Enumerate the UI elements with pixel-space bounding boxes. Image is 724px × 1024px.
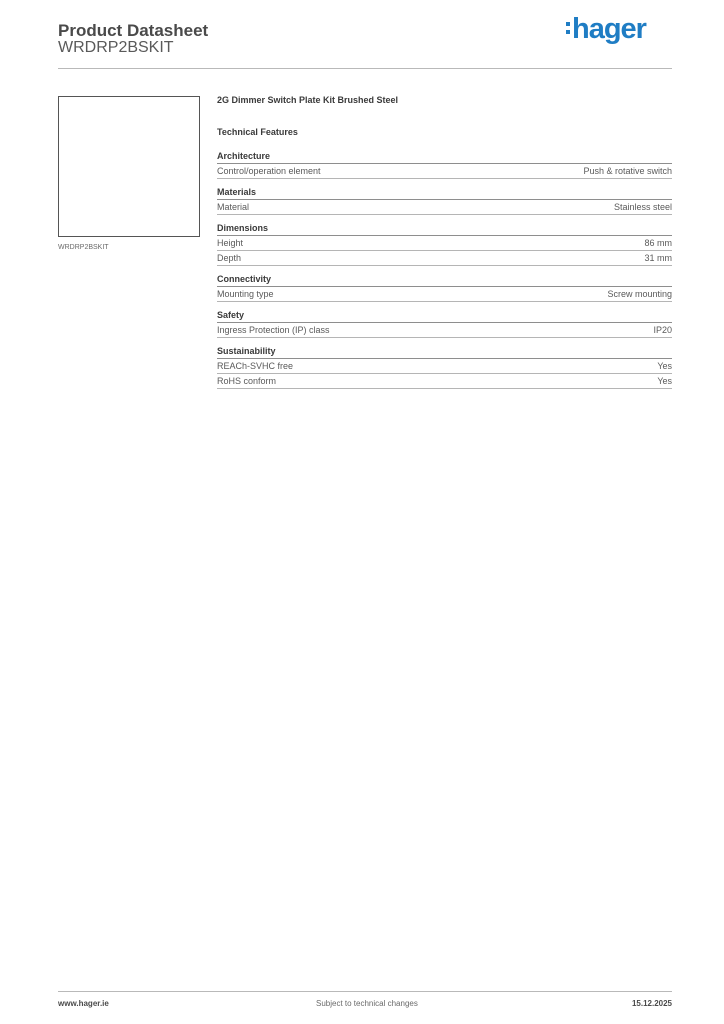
spec-value: Stainless steel <box>613 202 672 212</box>
spec-label: Material <box>217 202 250 212</box>
technical-content <box>217 95 672 397</box>
header-divider <box>58 68 672 69</box>
spec-label: RoHS conform <box>217 376 277 386</box>
section-title: Safety <box>217 310 672 323</box>
product-name: 2G Dimmer Switch Plate Kit Brushed Steel <box>217 95 399 105</box>
hager-logo <box>566 13 646 46</box>
section-sustainability <box>217 346 672 389</box>
product-image-caption: WRDRP2BSKIT <box>58 244 109 251</box>
spec-label: Height <box>217 238 244 248</box>
footer-divider <box>58 991 672 992</box>
section-safety <box>217 310 672 338</box>
spec-row <box>217 359 672 374</box>
spec-row <box>217 323 672 338</box>
spec-row <box>217 164 672 179</box>
spec-label: REACh-SVHC free <box>217 361 294 371</box>
spec-row <box>217 200 672 215</box>
section-materials <box>217 187 672 215</box>
footer-website[interactable]: www.hager.ie <box>58 999 109 1008</box>
section-title: Sustainability <box>217 346 672 359</box>
spec-value: Push & rotative switch <box>583 166 672 176</box>
section-connectivity <box>217 274 672 302</box>
spec-label: Mounting type <box>217 289 274 299</box>
features-heading: Technical Features <box>217 127 298 137</box>
spec-label: Depth <box>217 253 242 263</box>
spec-value: 31 mm <box>644 253 672 263</box>
page-title: Product Datasheet <box>58 21 209 40</box>
section-title: Connectivity <box>217 274 672 287</box>
spec-label: Ingress Protection (IP) class <box>217 325 330 335</box>
article-number: WRDRP2BSKIT <box>58 39 174 56</box>
logo-text: hager <box>572 13 646 45</box>
footer-notice: Subject to technical changes <box>316 999 418 1008</box>
spec-row <box>217 374 672 389</box>
product-image-placeholder <box>58 96 200 237</box>
spec-value: 86 mm <box>644 238 672 248</box>
spec-value: Yes <box>657 376 672 386</box>
footer-date: 15.12.2025 <box>631 999 672 1008</box>
section-title: Materials <box>217 187 672 200</box>
spec-label: Control/operation element <box>217 166 321 176</box>
section-dimensions <box>217 223 672 266</box>
spec-value: IP20 <box>653 325 672 335</box>
spec-row <box>217 287 672 302</box>
spec-row <box>217 236 672 251</box>
spec-value: Yes <box>657 361 672 371</box>
spec-value: Screw mounting <box>607 289 672 299</box>
spec-row <box>217 251 672 266</box>
section-title: Dimensions <box>217 223 672 236</box>
section-title: Architecture <box>217 151 672 164</box>
section-architecture <box>217 151 672 179</box>
logo-colon-icon <box>566 22 570 38</box>
